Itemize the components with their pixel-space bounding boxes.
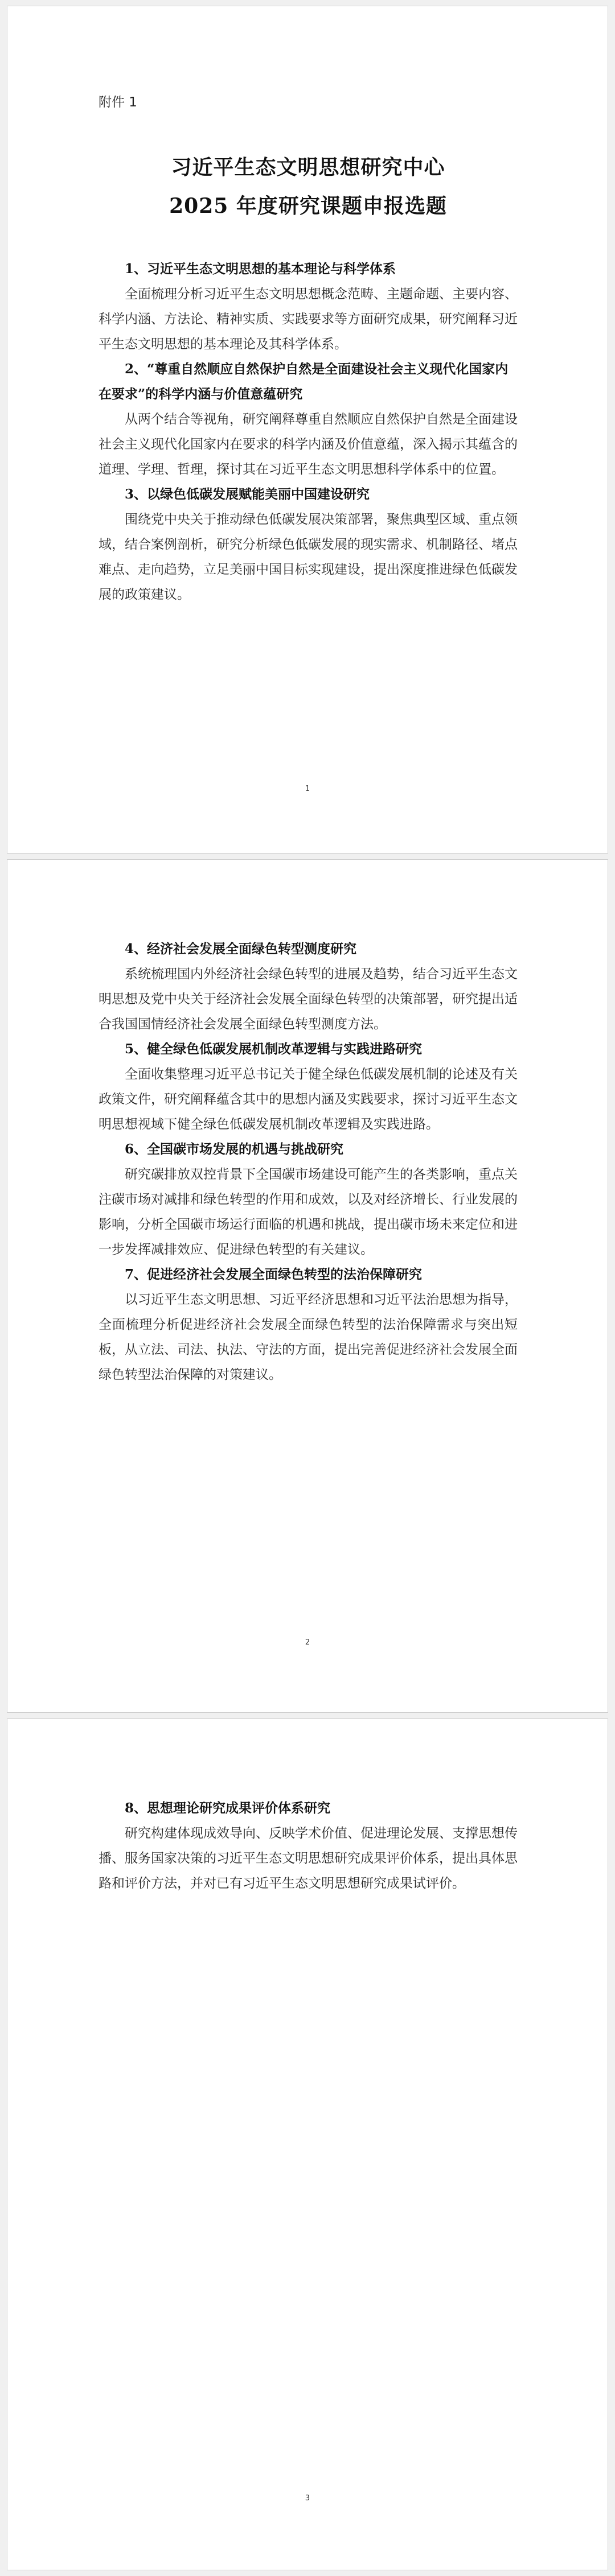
page-number-1: 1 bbox=[305, 785, 310, 793]
topic-6-body: 研究碳排放双控背景下全国碳市场建设可能产生的各类影响，重点关注碳市场对减排和绿色转型的作用和成效，以及对经济增长、行业发展的影响，分析全国碳市场运行面临的机遇和挑战，提出碳市场未来定位和进一步发挥减排效应、促进绿色转型的有关建议。 bbox=[99, 1167, 518, 1257]
page-1-body bbox=[99, 257, 518, 607]
topic-6-heading: 6、全国碳市场发展的机遇与挑战研究 bbox=[125, 1141, 344, 1157]
page-2-body bbox=[99, 937, 518, 1387]
document-page-3 bbox=[7, 1718, 608, 2570]
topic-4-heading: 4、经济社会发展全面绿色转型测度研究 bbox=[125, 941, 357, 957]
document-page-2 bbox=[7, 859, 608, 1713]
topic-5-heading: 5、健全绿色低碳发展机制改革逻辑与实践进路研究 bbox=[125, 1041, 423, 1057]
page-3-body bbox=[99, 1796, 518, 1896]
topic-2-body: 从两个结合等视角，研究阐释尊重自然顺应自然保护自然是全面建设社会主义现代化国家内在要求的科学内涵及价值意蕴，深入揭示其蕴含的道理、学理、哲理，探讨其在习近平生态文明思想科学体系中的位置。 bbox=[99, 412, 518, 477]
topic-2-heading: 2、“尊重自然顺应自然保护自然是全面建设社会主义现代化国家内在要求”的科学内涵与价值意蕴研究 bbox=[99, 361, 509, 402]
topic-7-heading: 7、促进经济社会发展全面绿色转型的法治保障研究 bbox=[125, 1267, 423, 1282]
page-number-2: 2 bbox=[305, 1638, 310, 1647]
page-number-3: 3 bbox=[305, 2494, 310, 2503]
topic-8-heading: 8、思想理论研究成果评价体系研究 bbox=[125, 1800, 331, 1816]
title-line-1: 习近平生态文明思想研究中心 bbox=[171, 155, 445, 179]
title-line-2: 2025 年度研究课题申报选题 bbox=[169, 194, 447, 218]
topic-8-body: 研究构建体现成效导向、反映学术价值、促进理论发展、支撑思想传播、服务国家决策的习近平生态文明思想研究成果评价体系，提出具体思路和评价方法，并对已有习近平生态文明思想研究成果试评价。 bbox=[99, 1826, 518, 1891]
attachment-label: 附件 1 bbox=[99, 95, 137, 110]
topic-1-heading: 1、习近平生态文明思想的基本理论与科学体系 bbox=[125, 261, 396, 277]
topic-7-body: 以习近平生态文明思想、习近平经济思想和习近平法治思想为指导，全面梳理分析促进经济社会发展全面绿色转型的法治保障需求与突出短板，从立法、司法、执法、守法的方面，提出完善促进经济社会发展全面绿色转型法治保障的对策建议。 bbox=[99, 1292, 518, 1382]
topic-1-body: 全面梳理分析习近平生态文明思想概念范畴、主题命题、主要内容、科学内涵、方法论、精神实质、实践要求等方面研究成果，研究阐释习近平生态文明思想的基本理论及其科学体系。 bbox=[99, 287, 518, 352]
topic-5-body: 全面收集整理习近平总书记关于健全绿色低碳发展机制的论述及有关政策文件，研究阐释蕴含其中的思想内涵及实践要求，探讨习近平生态文明思想视域下健全绿色低碳发展机制改革逻辑及实践进路。 bbox=[99, 1067, 518, 1132]
topic-4-body: 系统梳理国内外经济社会绿色转型的进展及趋势，结合习近平生态文明思想及党中央关于经济社会发展全面绿色转型的决策部署，研究提出适合我国国情经济社会发展全面绿色转型测度方法。 bbox=[99, 967, 518, 1032]
document-page-1 bbox=[7, 6, 608, 854]
topic-3-heading: 3、以绿色低碳发展赋能美丽中国建设研究 bbox=[125, 487, 370, 502]
topic-3-body: 围绕党中央关于推动绿色低碳发展决策部署，聚焦典型区域、重点领域，结合案例剖析，研究分析绿色低碳发展的现实需求、机制路径、堵点难点、走向趋势，立足美丽中国目标实现建设，提出深度推进绿色低碳发展的政策建议。 bbox=[99, 512, 518, 602]
